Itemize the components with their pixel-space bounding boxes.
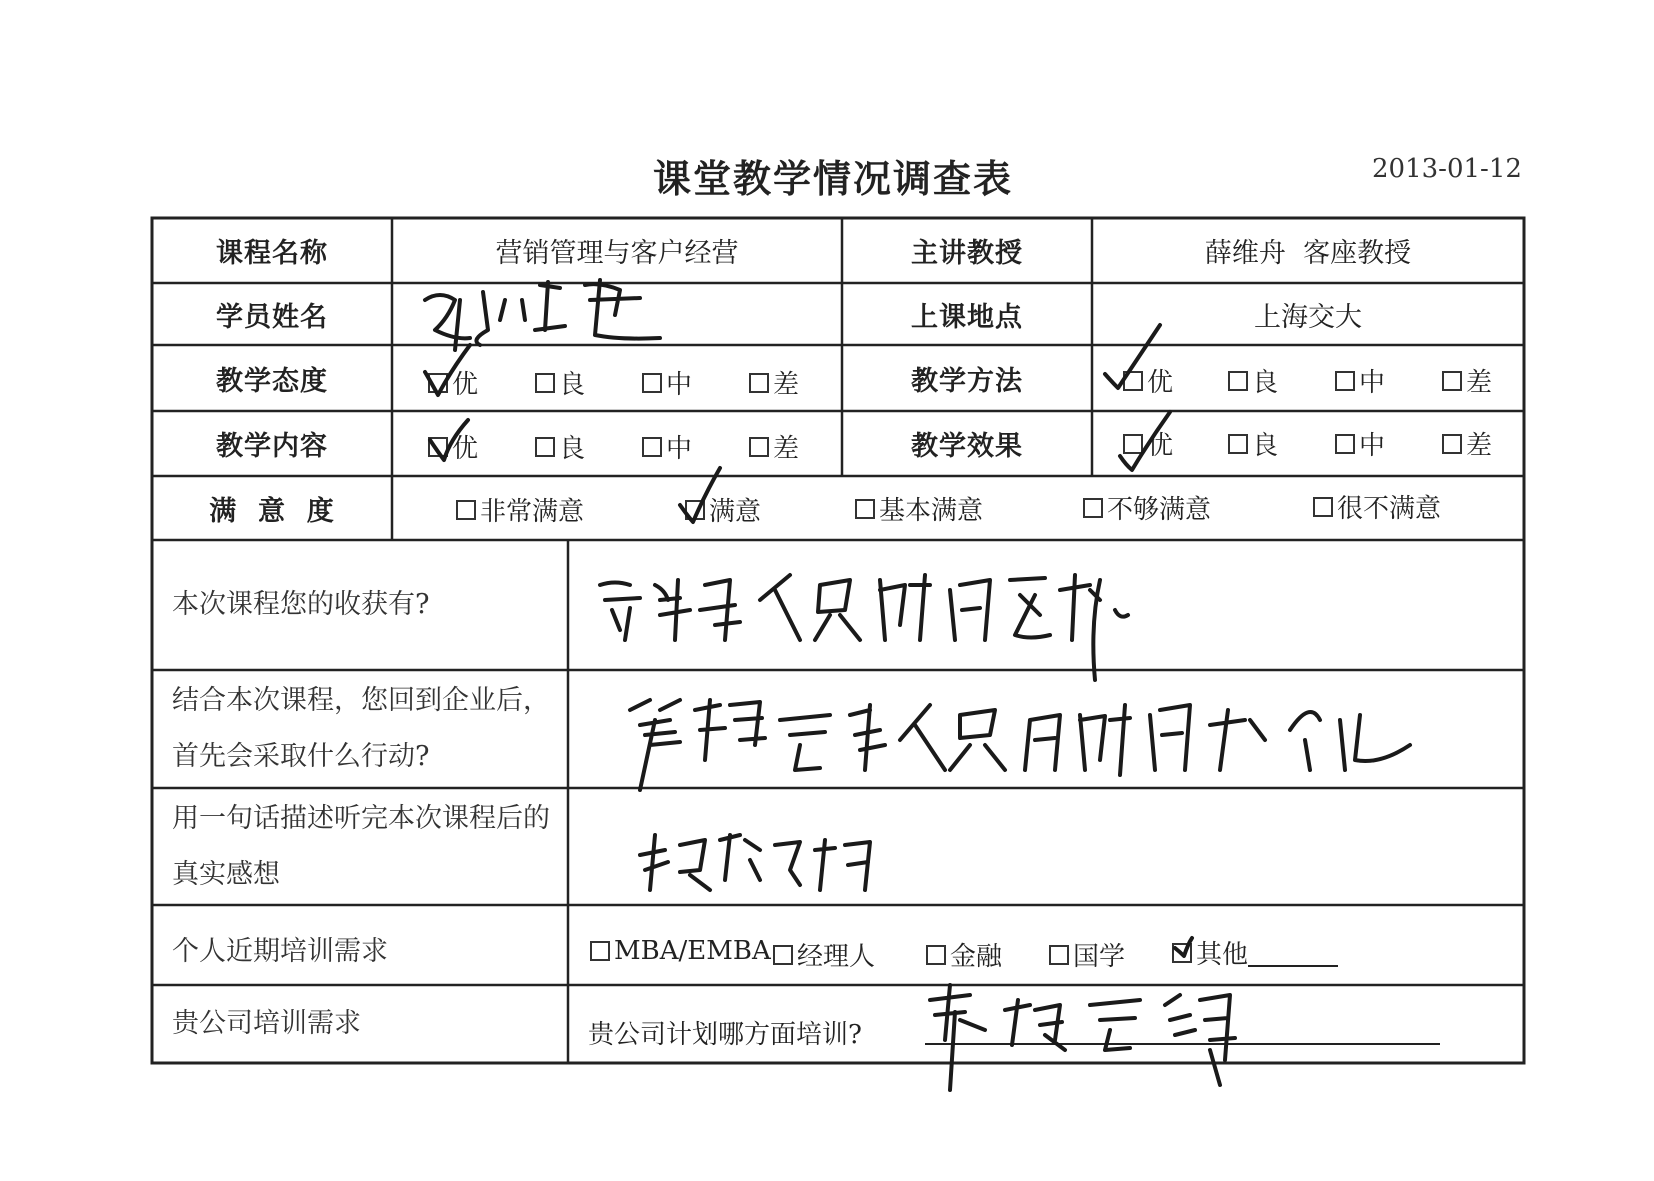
attitude-option-1[interactable]: 优 xyxy=(428,364,478,401)
checkbox[interactable] xyxy=(1442,434,1462,454)
checkbox[interactable] xyxy=(749,373,769,393)
satisfaction-option-5[interactable]: 很不满意 xyxy=(1313,488,1441,525)
checkbox[interactable] xyxy=(773,945,793,965)
checkbox[interactable] xyxy=(1172,943,1192,963)
checkbox[interactable] xyxy=(1123,371,1143,391)
checkbox[interactable] xyxy=(685,500,705,520)
satisfaction-option-1[interactable]: 非常满意 xyxy=(456,491,584,528)
method-option-2[interactable]: 良 xyxy=(1228,362,1278,399)
effect-option-2[interactable]: 良 xyxy=(1228,425,1278,462)
professor-value: 薛维舟 客座教授 xyxy=(1204,238,1412,269)
attitude-option-4[interactable]: 差 xyxy=(749,364,799,401)
other-blank-line xyxy=(1248,939,1338,967)
personal-option-guoxue[interactable]: 国学 xyxy=(1049,936,1125,973)
personal-need-label: 个人近期培训需求 xyxy=(172,936,388,967)
satisfaction-option-4[interactable]: 不够满意 xyxy=(1083,489,1211,526)
method-option-1[interactable]: 优 xyxy=(1123,362,1173,399)
checkbox[interactable] xyxy=(642,437,662,457)
checkbox[interactable] xyxy=(1123,434,1143,454)
form-title: 课堂教学情况调查表 xyxy=(652,157,1013,201)
professor-label: 主讲教授 xyxy=(911,238,1023,269)
checkbox[interactable] xyxy=(590,941,610,961)
satisfaction-label: 满 意 度 xyxy=(209,495,335,527)
checkbox[interactable] xyxy=(642,373,662,393)
feeling-question: 用一句话描述听完本次课程后的真实感想 xyxy=(172,802,550,890)
satisfaction-option-2[interactable]: 满意 xyxy=(685,491,761,528)
effect-option-4[interactable]: 差 xyxy=(1442,425,1492,462)
course-name-value: 营销管理与客户经营 xyxy=(495,238,739,269)
content-option-3[interactable]: 中 xyxy=(642,428,692,465)
student-name-label: 学员姓名 xyxy=(216,301,328,333)
checkbox[interactable] xyxy=(855,499,875,519)
content-label: 教学内容 xyxy=(216,431,328,462)
checkbox[interactable] xyxy=(428,437,448,457)
attitude-label: 教学态度 xyxy=(216,365,328,397)
checkbox[interactable] xyxy=(1083,498,1103,518)
checkbox[interactable] xyxy=(456,500,476,520)
effect-label: 教学效果 xyxy=(911,431,1023,462)
checkbox[interactable] xyxy=(1049,945,1069,965)
checkbox[interactable] xyxy=(1442,371,1462,391)
method-option-4[interactable]: 差 xyxy=(1442,362,1492,399)
checkbox[interactable] xyxy=(1335,371,1355,391)
personal-option-other[interactable]: 其他 xyxy=(1172,934,1338,971)
course-name-label: 课程名称 xyxy=(216,238,328,269)
content-option-1[interactable]: 优 xyxy=(428,428,478,465)
company-answer-line xyxy=(925,1043,1440,1045)
checkbox[interactable] xyxy=(1313,497,1333,517)
personal-option-finance[interactable]: 金融 xyxy=(926,936,1002,973)
content-option-2[interactable]: 良 xyxy=(535,428,585,465)
company-prompt: 贵公司计划哪方面培训? xyxy=(588,1020,862,1050)
method-option-3[interactable]: 中 xyxy=(1335,362,1385,399)
location-value: 上海交大 xyxy=(1254,301,1362,333)
content-option-4[interactable]: 差 xyxy=(749,428,799,465)
checkbox[interactable] xyxy=(926,945,946,965)
gain-question: 本次课程您的收获有? xyxy=(172,589,430,620)
effect-option-3[interactable]: 中 xyxy=(1335,425,1385,462)
checkbox[interactable] xyxy=(428,373,448,393)
method-label: 教学方法 xyxy=(911,365,1023,397)
attitude-option-3[interactable]: 中 xyxy=(642,364,692,401)
personal-option-manager[interactable]: 经理人 xyxy=(773,936,875,973)
attitude-option-2[interactable]: 良 xyxy=(535,364,585,401)
form-date: 2013-01-12 xyxy=(1372,154,1522,184)
personal-option-mba[interactable]: MBA/EMBA xyxy=(590,936,771,966)
checkbox[interactable] xyxy=(1228,371,1248,391)
checkbox[interactable] xyxy=(1335,434,1355,454)
location-label: 上课地点 xyxy=(911,301,1023,333)
checkbox[interactable] xyxy=(1228,434,1248,454)
checkbox[interactable] xyxy=(535,373,555,393)
checkbox[interactable] xyxy=(535,437,555,457)
satisfaction-option-3[interactable]: 基本满意 xyxy=(855,490,983,527)
checkbox[interactable] xyxy=(749,437,769,457)
action-question: 结合本次课程，您回到企业后，首先会采取什么行动? xyxy=(172,685,550,772)
company-need-label: 贵公司培训需求 xyxy=(172,1008,361,1039)
effect-option-1[interactable]: 优 xyxy=(1123,425,1173,462)
